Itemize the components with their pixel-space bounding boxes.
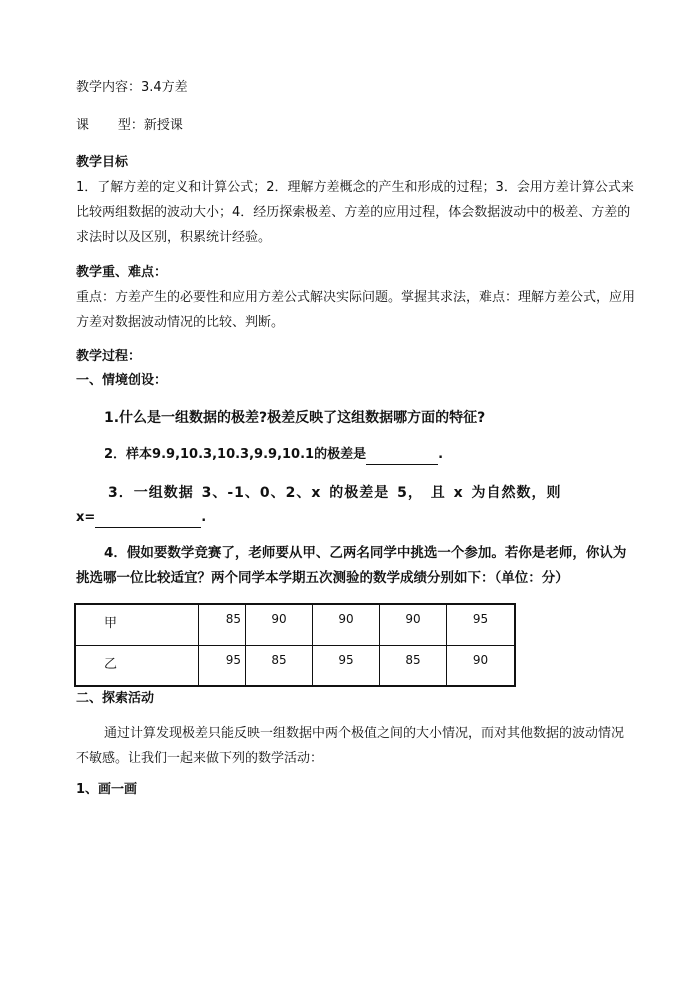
student-name: 甲 (75, 604, 199, 645)
table-row (75, 604, 515, 645)
answer-blank-2[interactable] (366, 444, 438, 465)
score-cell: 85 (199, 604, 246, 645)
score-table (74, 603, 516, 687)
process-title: 教学过程： (76, 349, 142, 364)
answer-blank-3[interactable] (95, 507, 201, 528)
question-3-line1: 3．一组数据 3、-1、0、2、x 的极差是 5， 且 x 为自然数，则 (108, 485, 562, 501)
objectives-title: 教学目标 (76, 155, 129, 170)
key-points-title: 教学重、难点： (76, 265, 168, 280)
score-cell: 90 (447, 645, 515, 686)
objectives-text: 1．了解方差的定义和计算公式；2．理解方差概念的产生和形成的过程；3．会用方差计算公式来比较两组数据的波动大小；4．经历探索极差、方差的应用过程，体会数据波动中的极差、方差的求法时以及区别，积累统计经验。 (76, 180, 634, 245)
lesson-content: 教学内容：3.4方差 (76, 80, 188, 95)
question-3-line2: x= . (76, 507, 206, 528)
question-4: 4．假如要数学竞赛了，老师要从甲、乙两名同学中挑选一个参加。若你是老师，你认为挑选哪一位比较适宜？两个同学本学期五次测验的数学成绩分别如下：（单位：分） (76, 545, 627, 586)
score-cell: 95 (313, 645, 380, 686)
score-cell: 90 (313, 604, 380, 645)
score-cell: 85 (246, 645, 313, 686)
lesson-type: 课 型：新授课 (76, 118, 183, 133)
table-row (75, 645, 515, 686)
score-cell: 90 (380, 604, 447, 645)
score-cell: 85 (380, 645, 447, 686)
key-points-text: 重点：方差产生的必要性和应用方差公式解决实际问题。掌握其求法，难点：理解方差公式，应用方差对数据波动情况的比较、判断。 (76, 290, 636, 330)
score-cell: 95 (199, 645, 246, 686)
score-cell: 90 (246, 604, 313, 645)
section-scenario: 一、情境创设： (76, 373, 168, 388)
explore-sub-draw: 1、画一画 (76, 782, 138, 797)
explore-text: 通过计算发现极差只能反映一组数据中两个极值之间的大小情况，而对其他数据的波动情况不敏感。让我们一起来做下列的数学活动： (76, 726, 625, 766)
question-2-text: 2．样本9.9,10.3,10.3,9.9,10.1的极差是 (104, 447, 367, 462)
student-name: 乙 (75, 645, 199, 686)
question-2: 2．样本9.9,10.3,10.3,9.9,10.1的极差是 . (104, 444, 443, 465)
question-1: 1.什么是一组数据的极差?极差反映了这组数据哪方面的特征? (104, 410, 486, 426)
score-cell: 95 (447, 604, 515, 645)
section-explore: 二、探索活动 (76, 691, 155, 706)
